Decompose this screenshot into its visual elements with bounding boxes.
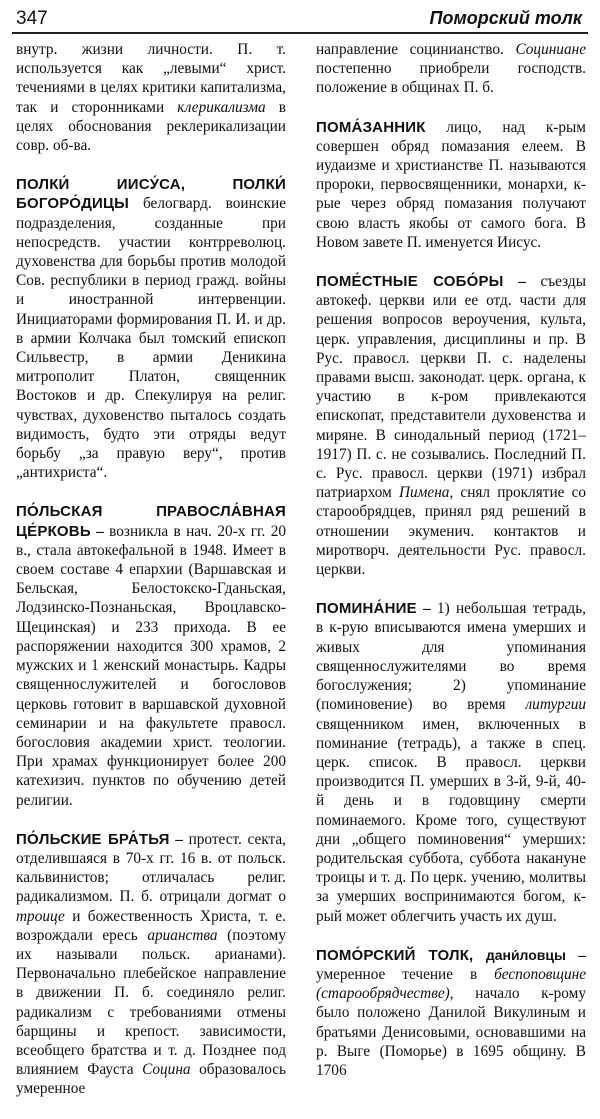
entry-body: , снял проклятие со старообрядцев, принял ряд решений в отношении экуменич. контактов и миротворч. деятельности Рус. правосл. церкви.	[316, 484, 587, 579]
entry-italic: Пимена	[398, 484, 450, 502]
entry-italic: троице	[16, 907, 65, 925]
entry-pominanie	[316, 599, 586, 925]
entry-headword: ПОМО́РСКИЙ ТОЛК,	[316, 946, 474, 964]
left-column	[16, 40, 286, 1119]
entry-body: съезды автокеф. церкви или ее отд. части для решения вопросов вероучения, культа, церк. управления, дисциплины и пр. В Рус. правосл. церкви П. с. наделены правами высш. законодат. церк. органа, к участию в к-ром привлекаются епископат, представители духовенства и миряне. В синодальный период (1721–1917) П. с. не созывались. Последний П. с. Рус. правосл. церкви (1971) избрал патриархом	[316, 273, 586, 502]
entry-headword: ПОМИНА́НИЕ	[316, 600, 417, 618]
entry-body: возникла в нач. 20-х гг. 20 в., стала автокефальной в 1948. Имеет в своем составе 4 епархии (Варшавская и Бельская, Белостокско-Гданьская, Лодзинско-Познаньская, Вроцлавско-Щецинская) и 233 прихода. В ее распоряжении находится 300 храмов, 2 мужских и 1 женский монастырь. Кадры священнослужителей и богословов церковь готовит в варшавской духовной семинарии и на факультете правосл. богословия академии христ. теологии. При храмах функционирует более 200 катехизич. пунктов по обучению детей религии.	[16, 522, 286, 809]
entry-body: (поэтому их называли польск. арианами). Первоначально плебейское направление в движении П. б. соединяло религ. радикализм с требованиями отмены барщины и крепост. зависимости, всеобщего братства и т. д. Позднее под влиянием Фауста	[16, 926, 286, 1079]
entry-dash: –	[518, 273, 526, 291]
entry-polskie-bratya	[16, 830, 286, 1099]
entry-body: священником имен, включенных в поминание (тетрадь), а также в спец. церк. список. В правосл. церкви производится П. умерших в 3-й, 9-й, 40-й день и в годовщину смерти поминаемого. Кроме того, существуют дни „общего поминовения“ умерших: родительская суббота, суббота накануне троицы и т. д. По церк. учению, молитвы за умерших воспринимаются богом, к-рый может облегчить участь их душ.	[316, 715, 586, 925]
page-header	[12, 6, 588, 34]
entry-body: белогвард. воинские подразделения, созданные при непосредств. участии контрреволюц. духовенства для борьбы против молодой Сов. республики в период гражд. войны и иностранной интервенции. Инициаторами формирования П. И. и др. в армии Колчака был томский епископ Сильвестр, в армии Деникина митрополит Платон, священник Востоков и др. Спекулируя на религ. чувствах, духовенство пыталось создать видимость, будто эти отряды ведут борьбу „за правую веру“, против „антихриста“.	[16, 195, 287, 482]
continued-fragment: внутр. жизни личности. П. т. используется как „левыми“ христ. течениями в целях критики капитализма, так и сторонниками клерикализма в целях обоснования реклерикализации совр. об-ва.	[16, 41, 286, 155]
entry-dash: –	[578, 946, 587, 964]
entry-headword: ПО́ЛЬСКАЯ ПРАВОСЛА́ВНАЯ ЦЕ́РКОВЬ	[16, 503, 286, 540]
entry-dash: –	[175, 830, 183, 848]
entry-pomestnye-sobory	[316, 272, 586, 579]
entry-alt-name: дани́ловцы	[485, 946, 566, 963]
entry-dash: –	[423, 600, 431, 618]
entry-italic: арианства	[147, 926, 218, 944]
entry-body: лицо, над к-рым совершен обряд помазания елеем. В иудаизме и христианстве П. называются пророки, первосвященники, монархи, к-рые через обряд помазания получают свою власть якобы от самого бога. В Новом завете П. именуется Иисус.	[316, 118, 586, 251]
entry-body: образовалось умеренное	[16, 1061, 287, 1098]
entry-italic: Социна	[142, 1061, 191, 1079]
entry-headword: ПО́ЛЬСКИЕ БРА́ТЬЯ	[16, 830, 170, 848]
entry-polskaya-tserkov	[16, 502, 286, 809]
entry-italic: литургии	[525, 696, 587, 714]
entry-headword: ПОМА́ЗАННИК	[316, 118, 426, 136]
entry-italic: беспоповщине (старообрядчестве)	[316, 965, 586, 1003]
entry-body: протест. секта, отделившаяся в 70-х гг. 16 в. от польск. кальвинистов; отличалась религ. радикализмом. П. б. отрицали догмат о	[16, 830, 286, 906]
entry-body: , начало к-рому было положено Данилой Викулиным и братьями Денисовыми, основавшими на р. Выге (Поморье) в 1695 общину. В 1706	[316, 985, 586, 1079]
entry-headword: ПОЛКИ́ ИИСУ́СА, ПОЛКИ́ БОГОРО́ДИЦЫ	[16, 176, 286, 213]
entry-dash: –	[96, 522, 104, 540]
entry-body: 1) небольшая тетрадь, в к-рую вписываются имена умерших и живых для упоминания священнослужителями во время богослужения; 2) упоминание (поминовение) во время	[316, 600, 586, 714]
continued-fragment: направление социнианство. Социниане постепенно приобрели господств. положение в общинах П. б.	[316, 41, 586, 97]
entry-pomorsky-tolk	[316, 946, 586, 1080]
entry-polki-iisusa	[16, 175, 286, 482]
entry-headword: ПОМЕ́СТНЫЕ СОБО́РЫ	[316, 273, 504, 291]
right-column	[316, 40, 586, 1100]
entry-body: умеренное течение в	[316, 965, 478, 983]
entry-body: и божественность Христа, т. е. возрождали ересь	[16, 907, 286, 944]
running-title: Поморский толк	[429, 8, 582, 28]
page-number: 347	[16, 8, 48, 29]
entry-pomazannik	[316, 118, 586, 252]
